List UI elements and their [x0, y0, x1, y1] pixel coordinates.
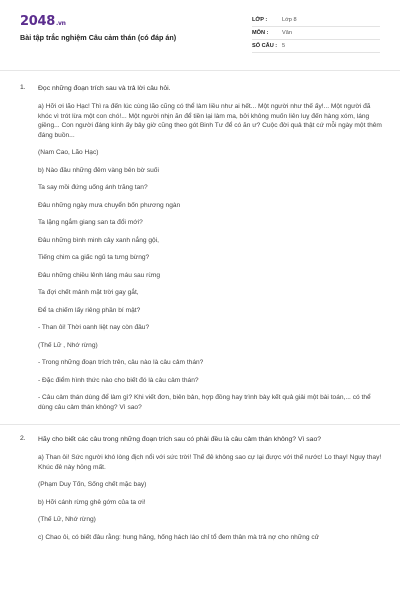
- question-paragraph: - Đặc điểm hình thức nào cho biết đó là câu cảm thán?: [38, 376, 199, 384]
- meta-label: SỐ CÂU :: [252, 43, 278, 49]
- logo-text: 2048: [20, 14, 55, 29]
- meta-row-class: [252, 14, 380, 27]
- logo-suffix: .vn: [55, 20, 66, 27]
- question-paragraph: c) Chao ôi, có biết đâu rằng: hung hăng, hống hách láo chỉ tổ đem thân mà trả nợ cho những cử: [38, 533, 320, 541]
- question-paragraph: Đâu những bình minh cây xanh nắng gội,: [38, 236, 159, 244]
- question-title: Hãy cho biết các câu trong những đoạn trích sau có phải đều là câu cảm thán không? Vì sao?: [38, 436, 322, 443]
- question-paragraph: Ta đợi chết mảnh mặt trời gay gắt,: [38, 289, 139, 296]
- question-divider: [0, 424, 400, 425]
- question-list: [20, 80, 382, 542]
- question-paragraph: - Câu cảm thán dùng để làm gì? Khi viết đơn, biên bản, hợp đồng hay trình bày kết quả giải một bài toán,... có thể dùng câu cảm thán không? Vì sao?: [38, 394, 371, 411]
- question-paragraph: - Than ôi! Thời oanh liệt nay còn đâu?: [38, 324, 150, 331]
- question-paragraph: Để ta chiếm lấy riêng phần bí mật?: [38, 306, 141, 314]
- question-paragraph: (Thế Lữ , Nhớ rừng): [38, 341, 98, 349]
- question-body: [38, 84, 382, 412]
- meta-value: 5: [282, 43, 286, 49]
- meta-value: Văn: [282, 30, 292, 36]
- question-paragraph: a) Hỡi ơi lão Hạc! Thì ra đến lúc cùng lão cũng có thể làm liều như ai hết... Một người như thế ấy!... Một người đã khóc vì trót lừa một con chó!... Một người nhịn ăn để tiền lại làm ma, bởi không muốn liên luỵ đến hàng xóm, láng giềng... Con người đáng kính ấy bây giờ cũng theo gót Binh Tư để có ăn ư? Cuộc đời quả thật cứ mỗi ngày một thêm đáng buồn...: [38, 103, 382, 139]
- question-number: 2.: [20, 435, 26, 442]
- question-1: [20, 84, 382, 412]
- document-meta: [252, 14, 380, 53]
- question-paragraph: Đâu những ngày mưa chuyển bốn phương ngàn: [38, 201, 181, 209]
- question-paragraph: (Phạm Duy Tốn, Sống chết mặc bay): [38, 481, 147, 488]
- question-title: Đọc những đoạn trích sau và trả lời câu hỏi.: [38, 85, 171, 92]
- question-paragraph: Đâu những chiều lênh láng máu sau rừng: [38, 271, 161, 279]
- question-body: [38, 435, 382, 542]
- meta-value: Lớp 8: [282, 17, 297, 23]
- question-paragraph: - Trong những đoạn trích trên, câu nào là câu cảm thán?: [38, 359, 204, 366]
- question-2: [20, 435, 382, 542]
- question-paragraph: b) Nào đâu những đêm vàng bên bờ suối: [38, 166, 159, 174]
- question-paragraph: (Thế Lữ, Nhớ rừng): [38, 516, 96, 523]
- header-divider: [0, 70, 400, 71]
- question-paragraph: b) Hỡi cánh rừng ghê gớm của ta ơi!: [38, 498, 146, 506]
- question-paragraph: a) Than ôi! Sức người khó lòng địch nổi với sức trời! Thế đê không sao cự lại được với thế nước! Lo thay! Nguy thay! Khúc đê này hỏng mất.: [38, 454, 382, 471]
- question-paragraph: (Nam Cao, Lão Hạc): [38, 149, 99, 156]
- question-paragraph: Tiếng chim ca giấc ngủ ta tưng bừng?: [38, 254, 150, 261]
- meta-label: MÔN :: [252, 30, 269, 36]
- question-number: 1.: [20, 84, 26, 91]
- meta-label: LỚP :: [252, 17, 268, 23]
- meta-row-subject: [252, 27, 380, 40]
- question-paragraph: Ta say mồi đứng uống ánh trăng tan?: [38, 184, 148, 191]
- page-title: Bài tập trắc nghiệm Câu cảm thán (có đáp án): [20, 33, 177, 42]
- meta-row-count: [252, 40, 380, 53]
- question-paragraph: Ta lặng ngắm giang san ta đổi mới?: [38, 219, 143, 226]
